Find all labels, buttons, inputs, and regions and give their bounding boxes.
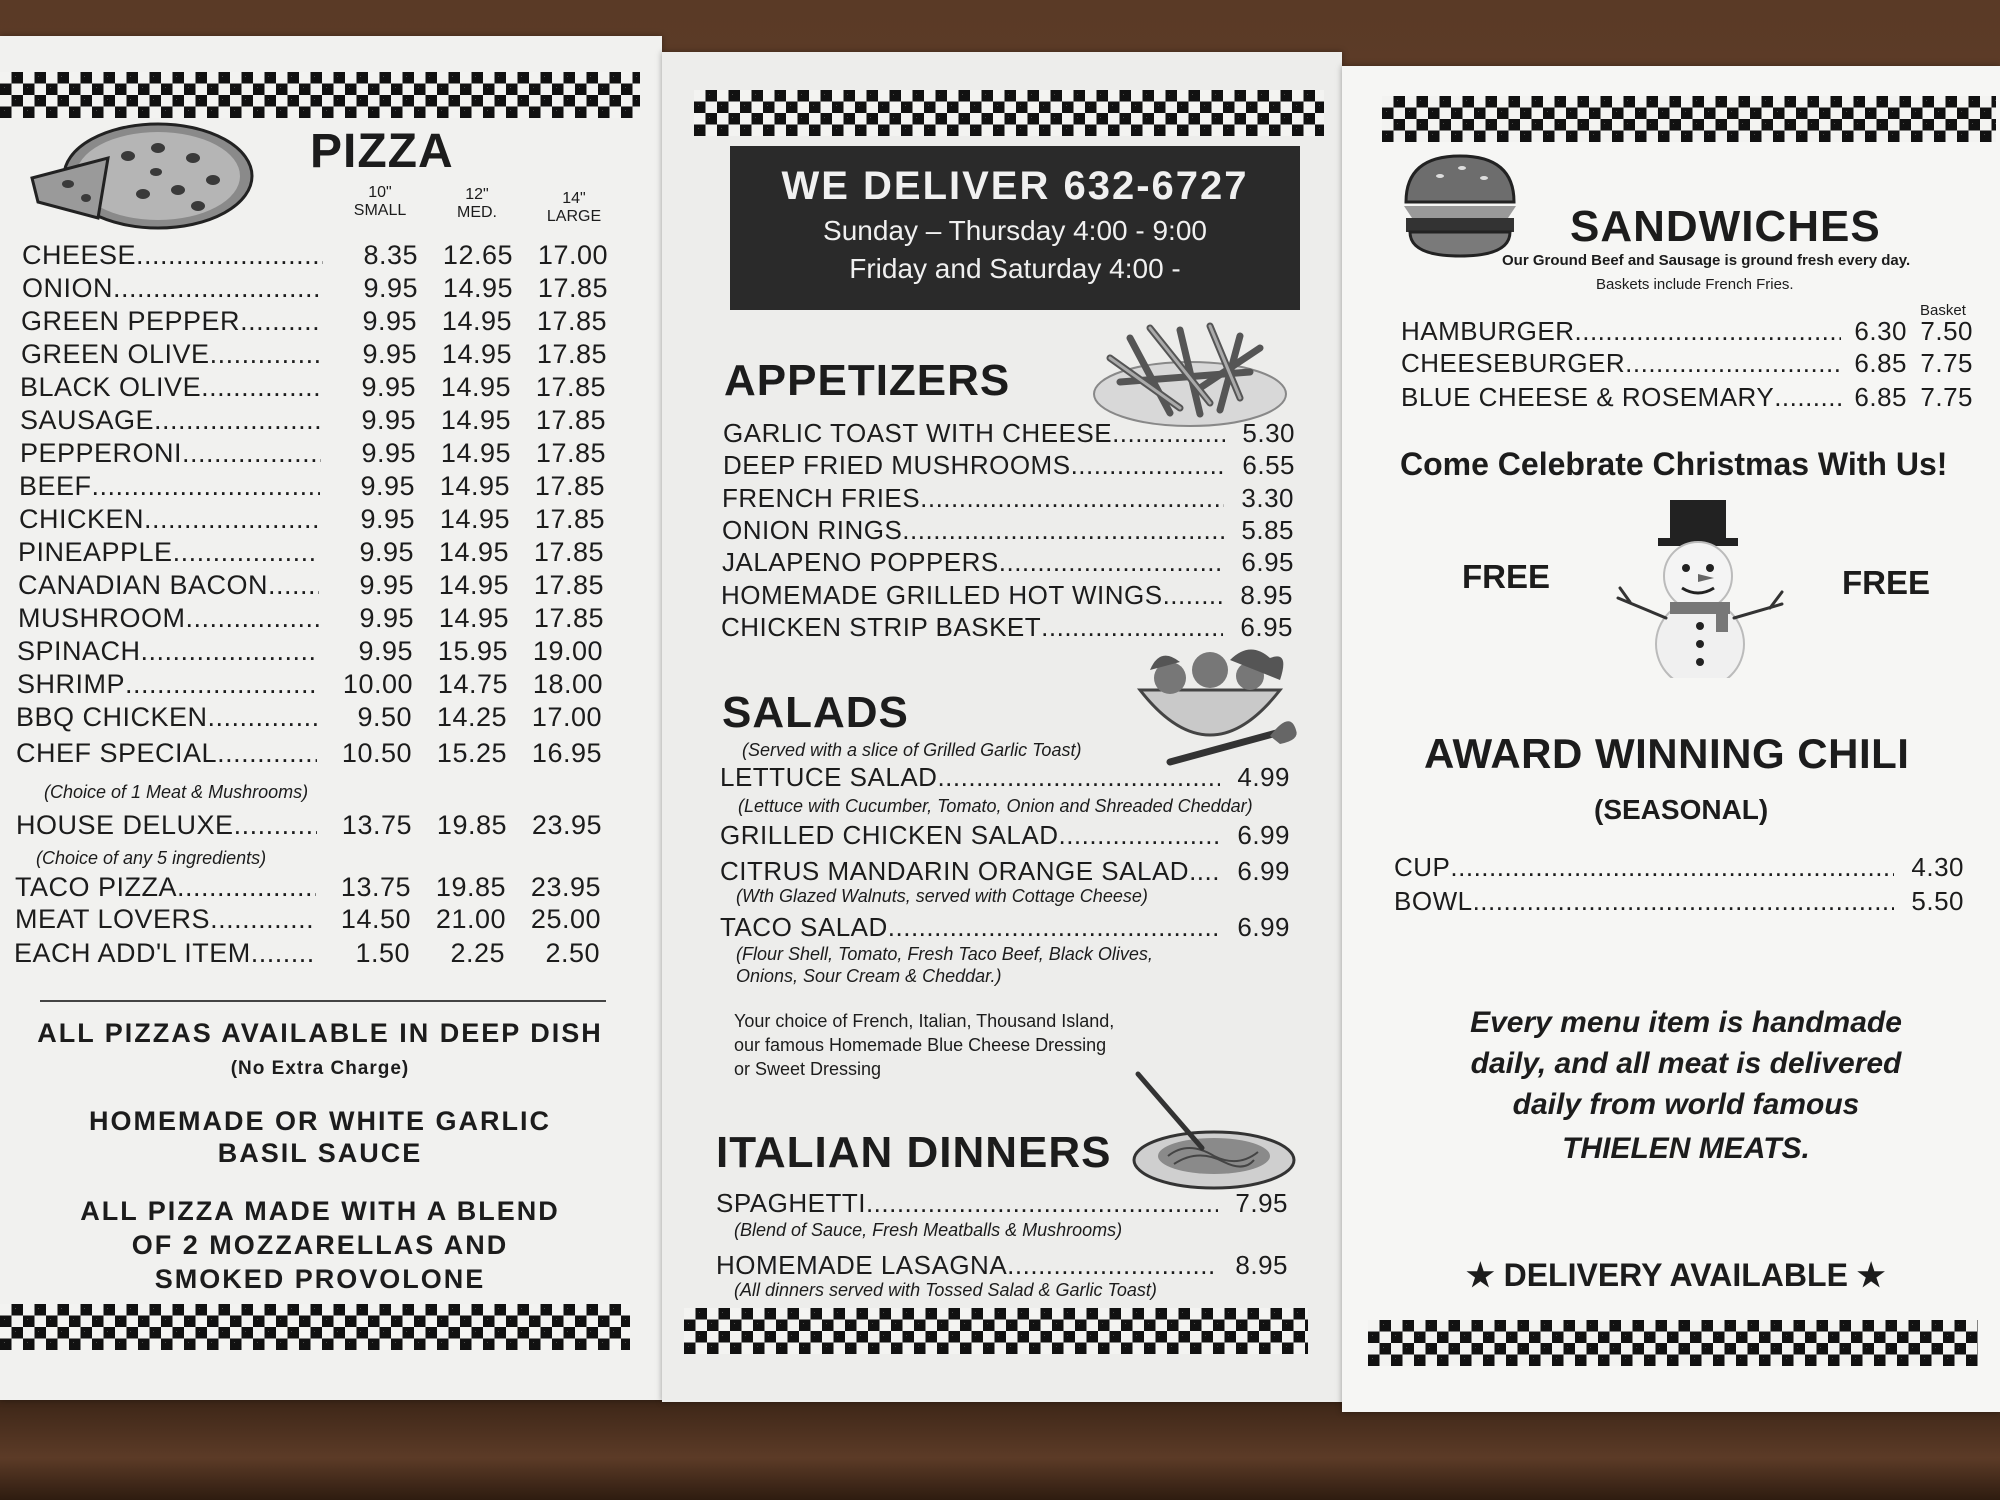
item-name: EACH ADD'L ITEM [14,938,251,968]
item-name: CHEESE [22,240,137,270]
item-price: 19.85 [435,872,506,902]
item-price: 4.99 [1237,762,1290,792]
item-name: BEEF [19,471,92,501]
item-name: BLACK OLIVE [20,372,202,402]
item-price: 12.65 [442,240,513,270]
appetizer-item-row [722,547,1294,578]
item-price: 5.85 [1241,515,1294,545]
item-name: MEAT LOVERS [15,904,211,934]
basket-column-header: Basket [1920,302,1966,319]
checker-border-top [1382,96,1996,142]
item-price: 10.00 [342,669,413,699]
item-price: 19.00 [532,636,603,666]
dressing-line-2: our famous Homemade Blue Cheese Dressing [734,1035,1107,1055]
item-price: 17.85 [533,570,604,600]
checker-border-top [694,90,1324,136]
checker-border-bottom [1368,1320,1978,1366]
handmade-line-2: daily, and all meat is delivered [1470,1047,1902,1080]
item-price: 23.95 [530,872,601,902]
item-name: BOWL [1394,886,1473,916]
item-price: 14.75 [437,669,508,699]
delivery-hours-weekend: Friday and Saturday 4:00 - [849,253,1181,284]
sandwich-item-row [1401,382,1973,413]
item-price: 17.85 [533,603,604,633]
pizza-item-row [19,471,605,502]
no-charge-text: (No Extra Charge) [230,1058,410,1079]
checker-border-bottom [684,1308,1308,1354]
item-price: 9.95 [359,537,414,567]
item-name: GARLIC TOAST WITH CHEESE [723,418,1113,448]
item-price: 6.99 [1237,912,1290,942]
appetizer-item-row [723,450,1295,481]
salad-item-note: (Wth Glazed Walnuts, served with Cottage Cheese) [736,886,1148,906]
item-price: 14.95 [438,570,509,600]
italian-item-note: (Blend of Sauce, Fresh Meatballs & Mushrooms) [734,1220,1123,1240]
handmade-line-4: THIELEN MEATS. [1562,1132,1810,1165]
pizza-item-row [19,504,605,535]
appetizer-item-row [721,580,1293,611]
item-price: 17.85 [535,438,606,468]
item-price: 6.85 [1854,382,1907,412]
item-name: JALAPENO POPPERS [722,547,999,577]
item-price: 14.95 [442,273,513,303]
item-price: 25.00 [530,904,601,934]
delivery-available: ★ DELIVERY AVAILABLE ★ [1466,1257,1886,1293]
item-name: CHICKEN STRIP BASKET [721,612,1042,642]
sauce-text-1: HOMEMADE OR WHITE GARLIC [89,1106,551,1136]
item-name: HOMEMADE GRILLED HOT WINGS [721,580,1163,610]
item-price: 17.85 [535,405,606,435]
item-price: 9.95 [360,504,415,534]
item-price: 14.95 [440,405,511,435]
item-price: 2.25 [450,938,505,968]
item-name: DEEP FRIED MUSHROOMS [723,450,1071,480]
salad-item-row [720,820,1290,851]
salad-illustration [1130,640,1300,770]
size-small-header: 10" SMALL [353,184,407,219]
item-name: CUP [1394,852,1451,882]
salad-item-note: (Lettuce with Cucumber, Tomato, Onion and Shreaded Cheddar) [738,796,1253,816]
chili-item-row [1394,886,1964,917]
checker-border-bottom [0,1304,630,1350]
item-name: FRENCH FRIES [722,483,921,513]
item-price: 14.95 [441,339,512,369]
delivery-banner [730,146,1300,310]
item-name: TACO PIZZA [15,872,178,902]
christmas-title: Come Celebrate Christmas With Us! [1400,446,1948,482]
item-name: LETTUCE SALAD [720,762,938,792]
pizza-item-row [16,702,602,733]
item-price: 14.95 [440,372,511,402]
appetizer-item-row [721,612,1293,643]
item-price: 14.95 [438,537,509,567]
sauce-text-2: BASIL SAUCE [217,1138,423,1168]
item-price: 7.75 [1920,382,1973,412]
pizza-title: PIZZA [310,125,454,178]
item-name: PEPPERONI [20,438,183,468]
sandwiches-basket-note: Baskets include French Fries. [1596,276,1794,293]
item-price: 8.35 [363,240,418,270]
item-price: 3.30 [1241,483,1294,513]
item-price: 9.95 [363,273,418,303]
sandwiches-subtitle: Our Ground Beef and Sausage is ground fresh every day. [1502,252,1911,269]
item-price: 9.95 [358,636,413,666]
item-price: 9.95 [362,306,417,336]
item-price: 13.75 [341,810,412,840]
item-name: GREEN OLIVE [21,339,210,369]
item-price: 2.50 [545,938,600,968]
pizza-item-row [18,603,604,634]
item-price: 17.00 [531,702,602,732]
handmade-line-1: Every menu item is handmade [1470,1006,1902,1039]
item-price: 6.55 [1242,450,1295,480]
pizza-item-row [21,339,607,370]
appetizer-item-row [722,483,1294,514]
item-price: 17.85 [536,339,607,369]
item-price: 6.99 [1237,856,1290,886]
item-price: 7.50 [1920,316,1973,346]
handmade-line-3: daily from world famous [1512,1088,1860,1121]
item-price: 6.85 [1854,348,1907,378]
sandwiches-title: SANDWICHES [1570,202,1881,251]
taco-salad-note-2: Onions, Sour Cream & Cheddar.) [736,966,1002,986]
salad-item-note: (Flour Shell, Tomato, Fresh Taco Beef, Black Olives, [736,944,1153,964]
salads-subtitle: (Served with a slice of Grilled Garlic Toast) [742,740,1082,760]
item-price: 6.95 [1241,547,1294,577]
dressing-line-3: or Sweet Dressing [734,1059,882,1079]
pizza-item-row [17,636,603,667]
pizza-illustration [28,118,256,236]
dressing-line-1: Your choice of French, Italian, Thousand Island, [734,1011,1115,1031]
item-price: 8.95 [1240,580,1293,610]
salads-title: SALADS [722,688,909,737]
appetizer-item-row [722,515,1294,546]
item-price: 18.00 [532,669,603,699]
item-price: 10.50 [341,738,412,768]
item-price: 9.50 [357,702,412,732]
item-price: 7.75 [1920,348,1973,378]
item-name: HOUSE DELUXE [16,810,234,840]
item-price: 16.95 [531,738,602,768]
chili-title: AWARD WINNING CHILI [1424,730,1910,777]
appetizer-item-row [723,418,1295,449]
salad-item-row [720,856,1290,887]
item-price: 14.95 [438,603,509,633]
item-name: HOMEMADE LASAGNA [716,1250,1008,1280]
pizza-item-row [20,405,606,436]
item-price: 6.99 [1237,820,1290,850]
item-price: 17.85 [535,372,606,402]
pizza-item-row [22,240,608,271]
italian-item-note: (All dinners served with Tossed Salad & Garlic Toast) [734,1280,1157,1300]
item-price: 8.95 [1235,1250,1288,1280]
chef-special-note: (Choice of 1 Meat & Mushrooms) [44,782,309,802]
pizza-item-row [16,810,602,841]
item-price: 17.85 [537,273,608,303]
item-price: 17.85 [534,504,605,534]
item-price: 5.50 [1911,886,1964,916]
item-name: SAUSAGE [20,405,155,435]
item-price: 6.95 [1240,612,1293,642]
item-price: 17.00 [537,240,608,270]
item-name: ONION RINGS [722,515,903,545]
item-name: BBQ CHICKEN [16,702,208,732]
size-large-header: 14" LARGE [546,190,602,225]
item-name: HAMBURGER [1401,316,1575,346]
delivery-phone: WE DELIVER 632-6727 [781,164,1249,208]
item-price: 1.50 [355,938,410,968]
item-price: 9.95 [361,438,416,468]
item-price: 4.30 [1911,852,1964,882]
checker-border-top [0,72,640,118]
item-price: 15.95 [437,636,508,666]
chili-item-row [1394,852,1964,883]
item-price: 9.95 [362,339,417,369]
size-medium-header: 12" MED. [457,186,497,221]
item-name: TACO SALAD [720,912,888,942]
item-price: 17.85 [533,537,604,567]
snowman-illustration [1610,494,1790,678]
chili-seasonal: (SEASONAL) [1594,794,1769,825]
item-name: CANADIAN BACON [18,570,269,600]
pizza-item-row [20,372,606,403]
blend-text-2: OF 2 MOZZARELLAS AND [131,1230,509,1260]
item-price: 14.95 [440,438,511,468]
item-name: CHICKEN [19,504,145,534]
item-name: CHEESEBURGER [1401,348,1626,378]
item-price: 5.30 [1242,418,1295,448]
item-price: 23.95 [531,810,602,840]
pizza-item-row [15,904,601,935]
sandwich-item-row [1401,348,1973,379]
pizza-item-row [21,306,607,337]
pizza-item-row [20,438,606,469]
deep-dish-text: ALL PIZZAS AVAILABLE IN DEEP DISH [37,1018,603,1048]
pizza-item-row [16,738,602,769]
item-price: 19.85 [436,810,507,840]
item-name: GREEN PEPPER [21,306,241,336]
salad-item-row [720,912,1290,943]
pizza-item-row [22,273,608,304]
free-left: FREE [1462,558,1551,595]
item-name: SPINACH [17,636,141,666]
burger-illustration [1400,152,1520,260]
house-deluxe-note: (Choice of any 5 ingredients) [36,848,267,868]
italian-item-row [716,1188,1288,1219]
item-price: 14.25 [436,702,507,732]
pizza-item-row [18,570,604,601]
item-name: SHRIMP [17,669,126,699]
item-name: GRILLED CHICKEN SALAD [720,820,1059,850]
item-price: 9.95 [360,471,415,501]
pizza-item-row [14,938,600,969]
pizza-item-row [15,872,601,903]
italian-item-row [716,1250,1288,1281]
item-price: 14.50 [340,904,411,934]
item-price: 21.00 [435,904,506,934]
item-price: 15.25 [436,738,507,768]
item-price: 14.95 [441,306,512,336]
blend-text-3: SMOKED PROVOLONE [154,1264,486,1294]
item-name: BLUE CHEESE & ROSEMARY [1401,382,1775,412]
item-price: 13.75 [340,872,411,902]
item-price: 7.95 [1235,1188,1288,1218]
item-name: CHEF SPECIAL [16,738,218,768]
pizza-item-row [17,669,603,700]
item-name: ONION [22,273,114,303]
item-price: 17.85 [536,306,607,336]
italian-dinners-title: ITALIAN DINNERS [716,1128,1112,1177]
item-name: MUSHROOM [18,603,186,633]
item-price: 9.95 [361,372,416,402]
item-name: PINEAPPLE [18,537,173,567]
delivery-hours-weekday: Sunday – Thursday 4:00 - 9:00 [823,215,1207,246]
item-name: SPAGHETTI [716,1188,866,1218]
pizza-item-row [18,537,604,568]
item-price: 14.95 [439,504,510,534]
item-price: 9.95 [359,570,414,600]
divider [40,1000,606,1002]
item-price: 14.95 [439,471,510,501]
sandwich-item-row [1401,316,1973,347]
appetizers-title: APPETIZERS [724,356,1011,405]
fries-illustration [1090,318,1290,430]
item-name: CITRUS MANDARIN ORANGE SALAD [720,856,1190,886]
salad-item-row [720,762,1290,793]
blend-text-1: ALL PIZZA MADE WITH A BLEND [80,1196,560,1226]
item-price: 17.85 [534,471,605,501]
item-price: 9.95 [359,603,414,633]
item-price: 9.95 [361,405,416,435]
free-right: FREE [1842,564,1931,601]
item-price: 6.30 [1854,316,1907,346]
spaghetti-illustration [1128,1068,1298,1192]
